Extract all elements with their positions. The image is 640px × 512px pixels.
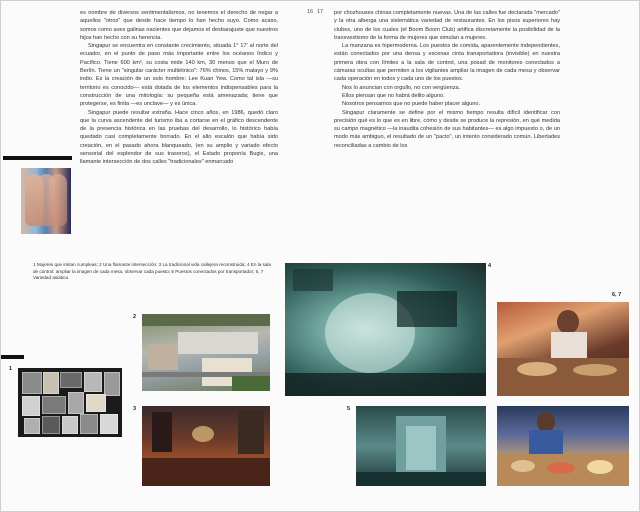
photo-tile [60, 372, 82, 388]
figure-number-1: 1 [9, 366, 13, 372]
figure-number-6-7: 6, 7 [612, 292, 622, 298]
photo-tile [22, 396, 40, 416]
monitor-shape [293, 269, 333, 291]
photo-tile [24, 418, 40, 434]
photo-tile [86, 394, 106, 412]
paragraph: es nombre de diversos sentimentalismos, no tenemos el derecho de negar a aquellos "otros" que desde hace tiempo lo han hecho suyo. Como acaso, somos como aves galinas nacientes que dejamos el desbarajuste que nuestros hijos han hecho con su herencia. [80, 10, 278, 41]
paragraph: Singapur se encuentra en constante crecimiento, situada 1° 17' al norte del ecuador, en el punto de paso más importante entre los océanos Índico y Pacífico. Tiene 600 km², su costa mide 140 km, 30 menos que el Muro de Berlín. Tiene un "singular carácter multiétnico": 76% chinos, 15% malayo y 9% indio. Es la creación de un solo hombre: Lee Kuan Yew. Como tal isla —su territorio es conocido— está dotada de los elementos indispensables para la construcción de una mitología: su pequeña está amenazada; tiene que protegerse, es finita —es unclave— y es única. [80, 43, 278, 108]
food-item [573, 364, 617, 376]
photo-tile [42, 416, 60, 434]
floor-band [356, 472, 486, 486]
figure-number-4: 4 [488, 263, 492, 269]
food-vendor-photo [497, 302, 629, 396]
paragraph: Nos lo anuncian con orgullo, no con vergüenza. [342, 84, 461, 91]
page-number-right: 17 [317, 9, 324, 15]
face-shape [49, 174, 67, 226]
light-glow [192, 426, 214, 442]
paragraph: Nosotros pensamos que no puede haber placer alguno. [342, 101, 481, 108]
figure-number-5: 5 [347, 406, 351, 412]
light-glow [406, 426, 436, 470]
figure-caption: 1 Mujeres que imitan cumpleas; 2 Una flamante intersección; 3 La tradicional vida callejera reconstruida; 4 En la sala de control: ampliar la imagen de cada mesa, observar cada puesto; 5 Puestos conectados por transportador; 6, 7 Variedad asiática [33, 262, 271, 281]
building-silhouette [152, 412, 172, 452]
paragraph: La manzana es hipermoderna. Los puestos de comida, aparentemente independientes, están conectados por una densa y escenas cinta transportadora (invisible) en nuestra primera obra con límites a la sala de control, una posad de monitores conectados a cámaras ocultas que permiten a los vigilantes ampliar la imagen de cada mesa y observar cada operación en todos y cada uno de los puestos. [334, 43, 560, 83]
food-item [511, 460, 535, 472]
person-body [529, 430, 563, 454]
black-rule-left [3, 156, 72, 160]
photo-tile [43, 372, 59, 394]
paragraph: Singapur claramente se define por el mismo tiempo resulta difícil identificar con precisión qué es lo que es en libre, cómo y desde se produce la represión, en qué medida su campo magnético —la inaudita cohesión de sus habitantes— es algo impuesto o, de un modo más ambiguo, el resultado de un "pacto", un intento considerado común. Libertades reconciliadas a cambio de los [334, 109, 560, 149]
crowd-band [142, 458, 270, 486]
black-rule-bottom [0, 355, 24, 359]
paragraph: Ellos piensan que no habrá delito alguno. [342, 92, 445, 99]
page-number-left: 16 [307, 9, 314, 15]
photo-tile [104, 372, 120, 396]
collage-board-photo [18, 368, 122, 437]
paragraph: Singapur puede resultar extraña. Hace cinco años, en 1986, quedó claro que la curva ascendente del turismo iba a cortarse en el gráfico descendente de la presencia histórica en las pruebas del desarrollo, lo histórico había quedado casi completamente borrado. En el alto escalón que había sido creación, en el pasado ahora blanqueado, (en su amplio y variado efecto sensorial del esplendor de sus traseros), el Estado proponía Bugis, una llamante intersección de dos calles "tradicionales" enmarcado [80, 109, 278, 166]
building-block [148, 344, 178, 370]
photo-tile [42, 396, 66, 414]
figure-number-3: 3 [133, 406, 137, 412]
photo-tile [84, 372, 102, 392]
building-roof [178, 332, 258, 354]
photo-tile [80, 414, 98, 434]
corridor-photo [356, 406, 486, 486]
text-column-left [80, 9, 278, 241]
trees-band [232, 376, 270, 391]
food-item [517, 362, 557, 376]
monitor-shape [397, 291, 457, 327]
food-item [547, 462, 575, 474]
building-silhouette [238, 410, 264, 454]
photo-tile [68, 392, 84, 414]
faces-thumbnail-image [21, 168, 71, 234]
control-room-photo [285, 263, 486, 396]
trees-band [142, 314, 270, 326]
aerial-intersection-photo [142, 314, 270, 391]
photo-tile [100, 414, 118, 434]
photo-tile [62, 416, 78, 434]
food-item [587, 460, 613, 474]
paragraph: por chozhouses chinas completamente nuevas. Una de las calles fue declarada "mercado" y la otra alberga una sistemática variedad de restaurantes. En los pisos superiores hay clubes, uno de los cuales (el Boom Boom Club) artifica discretamente la posibilidad de la transvestismo de la forma de mujeres que simulan a mujeres. [334, 10, 560, 41]
person-head [537, 412, 555, 432]
market-stall-photo [497, 406, 629, 486]
photo-tile [22, 372, 42, 394]
desk-band [285, 373, 486, 396]
text-column-right [334, 9, 560, 241]
figure-number-2: 2 [133, 314, 137, 320]
street-scene-photo [142, 406, 270, 486]
person-head [557, 310, 579, 334]
counter-band [497, 358, 629, 396]
